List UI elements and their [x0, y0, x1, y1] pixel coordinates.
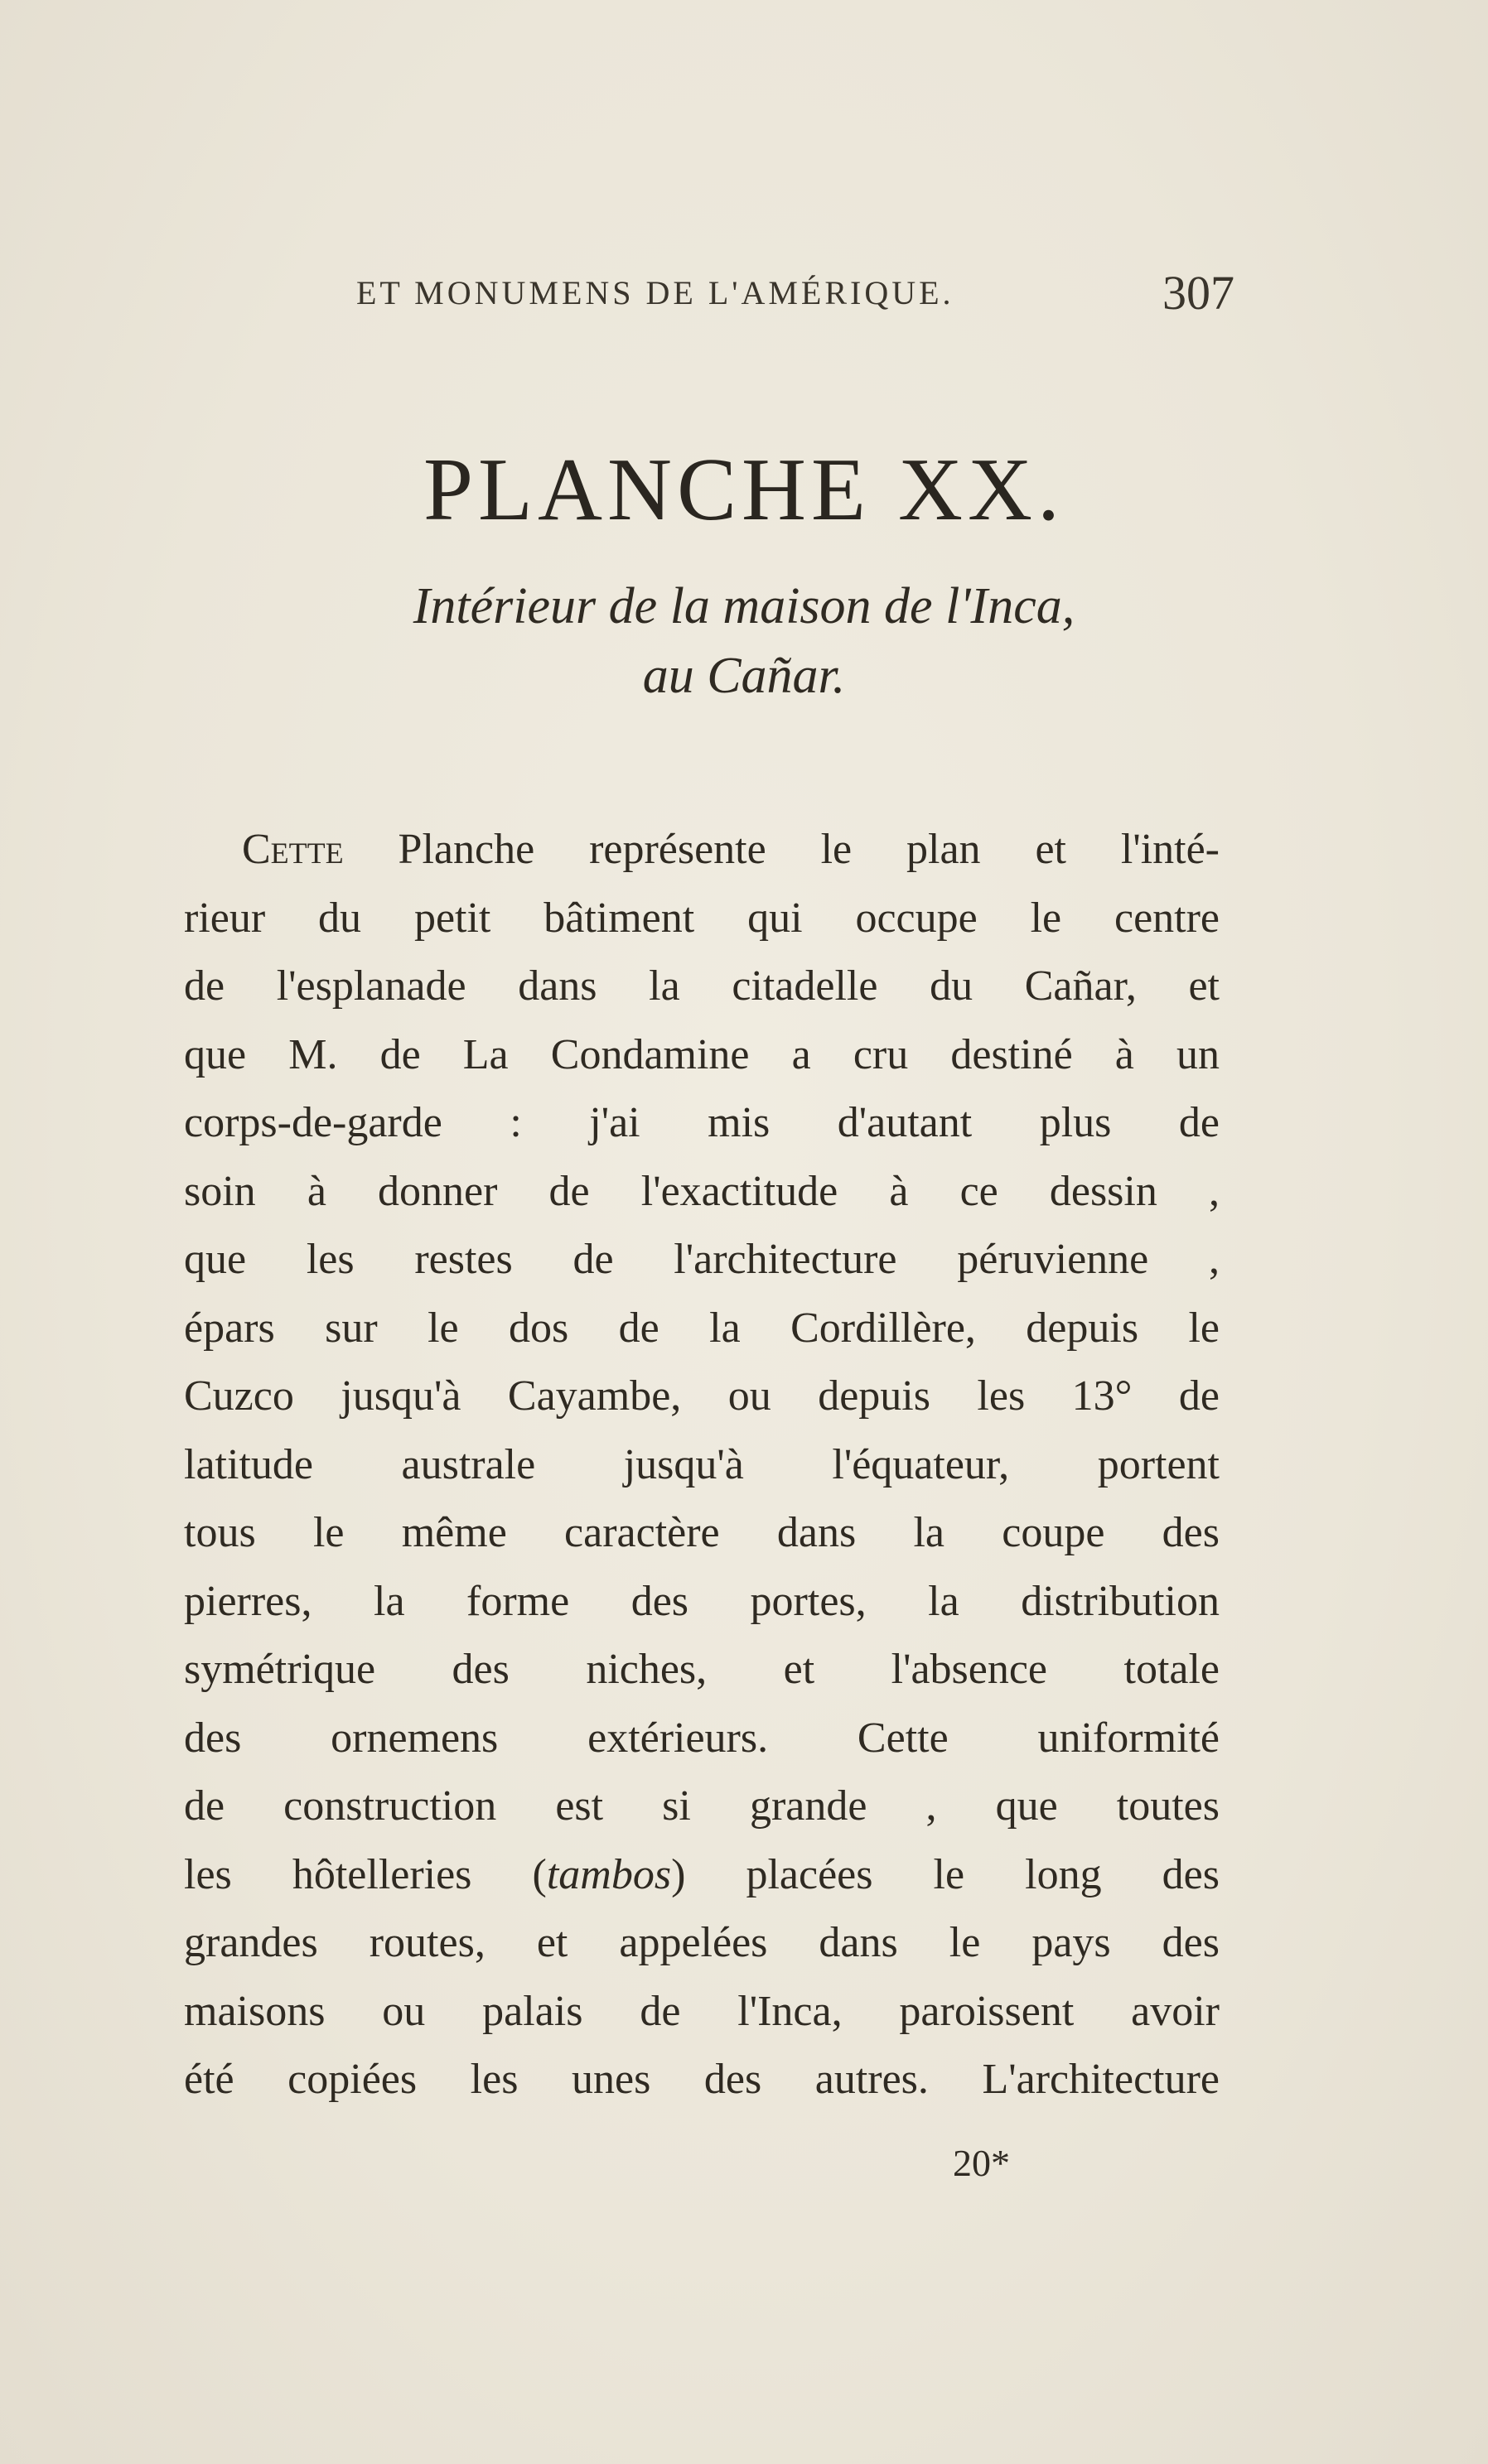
plate-title: PLANCHE XX.	[423, 441, 1065, 539]
text-line: pierres, la forme des portes, la distribution	[184, 1577, 1220, 1625]
body-paragraph	[184, 816, 1220, 2114]
plate-subtitle	[0, 571, 1488, 711]
text-line: été copiées les unes des autres. L'architecture	[184, 2056, 1220, 2103]
subtitle-line-2: au Cañar.	[642, 648, 846, 704]
drop-word: Cette	[242, 826, 344, 873]
subtitle-line-1: Intérieur de la maison de l'Inca,	[413, 578, 1075, 634]
text-fragment: ) placées le long des	[671, 1850, 1220, 1898]
text-line: tous le même caractère dans la coupe des	[184, 1509, 1220, 1556]
text-line: corps-de-garde : j'ai mis d'autant plus de	[184, 1099, 1220, 1146]
text-line: que les restes de l'architecture péruvienne ,	[184, 1236, 1220, 1283]
text-line: rieur du petit bâtiment qui occupe le centre	[184, 894, 1220, 942]
text-line: que M. de La Condamine a cru destiné à un	[184, 1030, 1220, 1078]
signature-mark: 20*	[953, 2142, 1010, 2184]
text-line: des ornemens extérieurs. Cette uniformité	[184, 1714, 1220, 1762]
text-line: épars sur le dos de la Cordillère, depuis le	[184, 1304, 1220, 1352]
text-line: de construction est si grande , que toutes	[184, 1782, 1220, 1830]
text-line: Cuzco jusqu'à Cayambe, ou depuis les 13° de	[184, 1372, 1220, 1420]
text-line	[184, 1841, 1220, 1910]
text-line	[184, 816, 1220, 885]
italic-term: tambos	[546, 1850, 672, 1898]
text-line: soin à donner de l'exactitude à ce dessin ,	[184, 1167, 1220, 1215]
running-head	[356, 265, 1234, 323]
running-head-title: ET MONUMENS DE L'AMÉRIQUE.	[356, 274, 954, 311]
text-line-content: Planche représente le plan et l'inté-	[343, 826, 1220, 873]
page-number: 307	[1162, 266, 1234, 320]
text-line: de l'esplanade dans la citadelle du Cañar, et	[184, 962, 1220, 1010]
text-line: symétrique des niches, et l'absence totale	[184, 1646, 1220, 1693]
text-line: latitude australe jusqu'à l'équateur, portent	[184, 1440, 1220, 1488]
text-line: maisons ou palais de l'Inca, paroissent avoir	[184, 1987, 1220, 2035]
text-fragment: les hôtelleries (	[184, 1850, 547, 1898]
text-line: grandes routes, et appelées dans le pays des	[184, 1919, 1220, 1966]
